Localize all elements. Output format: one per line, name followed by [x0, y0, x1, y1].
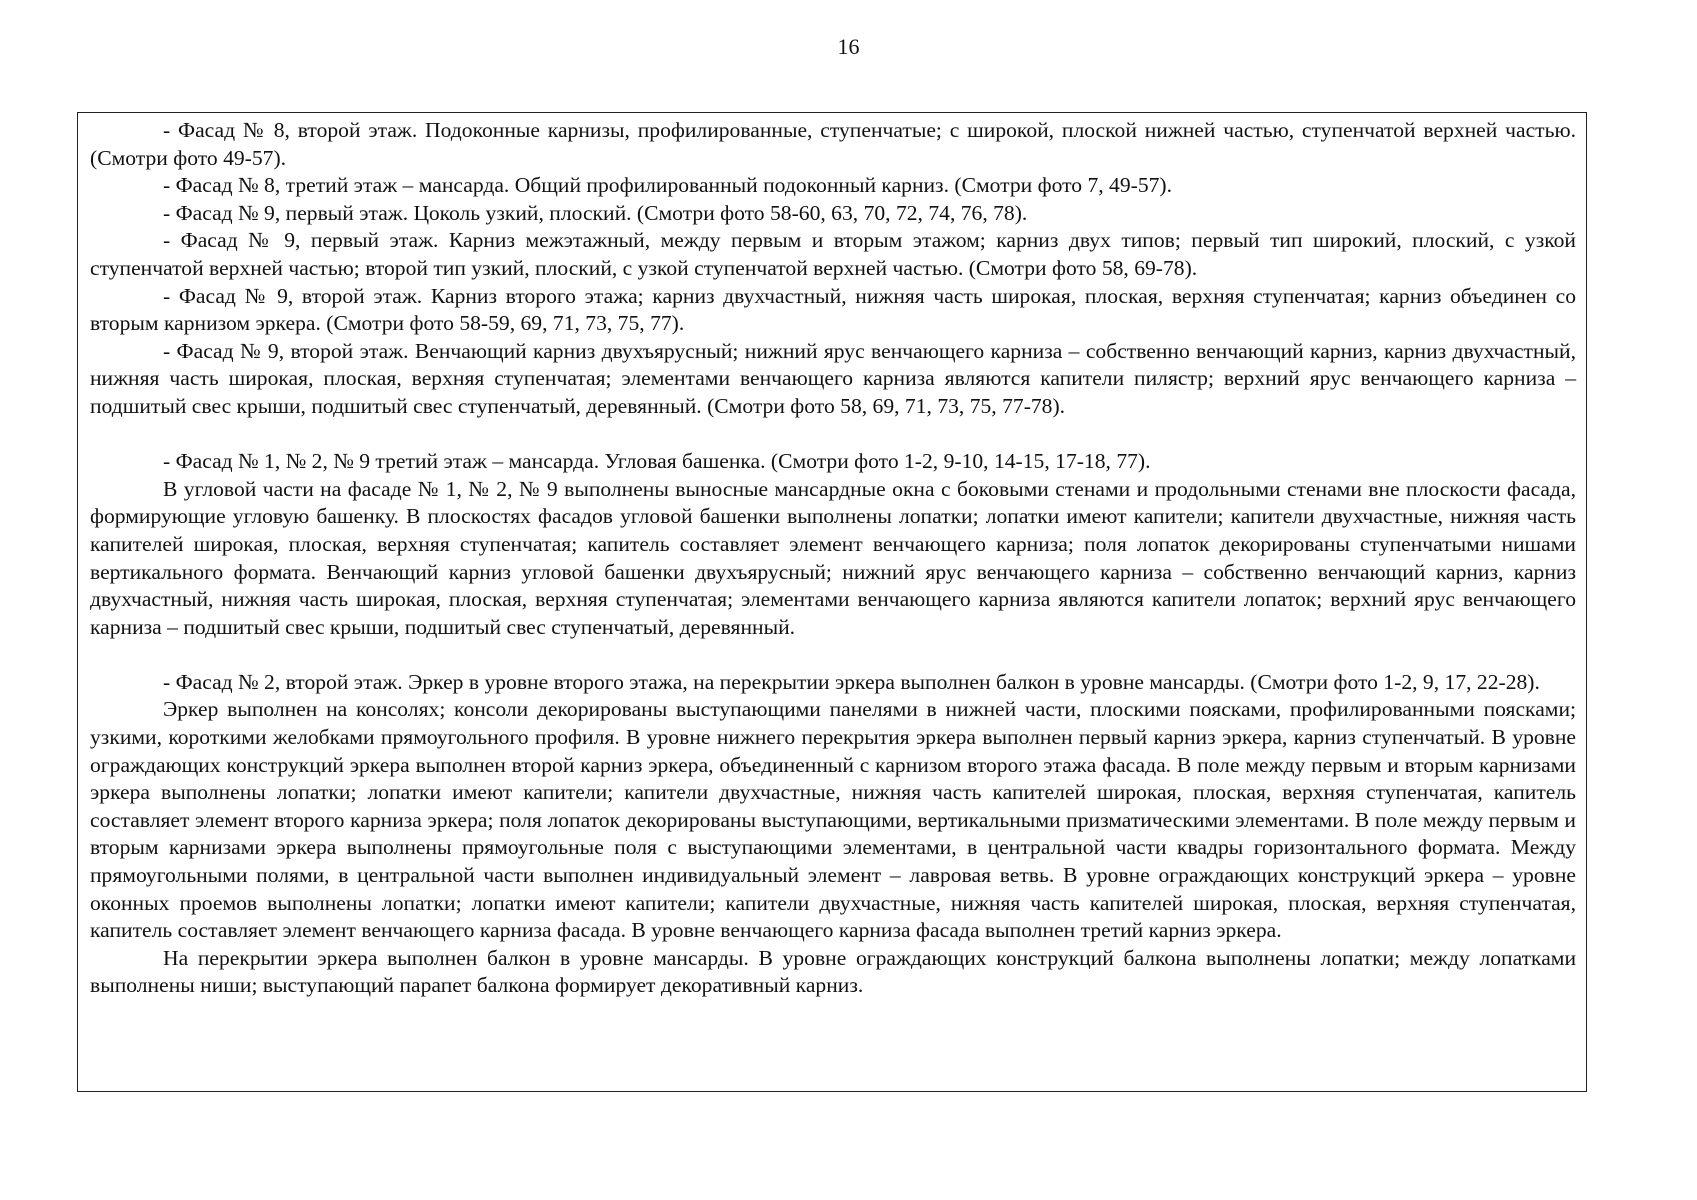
paragraph-facade-9-interfloor-cornice: - Фасад № 9, первый этаж. Карниз межэтажный, между первым и вторым этажом; карниз двух типов; первый тип широкий, плоский, с узкой ступенчатой верхней частью; второй тип узкий, плоский, с узкой ступенчатой верхней частью. (Смотри фото 58, 69-78).	[90, 228, 1576, 280]
paragraph-bay-window-description: Эркер выполнен на консолях; консоли декорированы выступающими панелями в нижней части, плоскими поясками, профилированными поясками; узкими, короткими желобками прямоугольного профиля. В уровне нижнего перекрытия эркера выполнен первый карниз эркера, карниз ступенчатый. В уровне ограждающих конструкций эркера выполнен второй карниз эркера, объединенный с карнизом второго этажа фасада. В поле между первым и вторым карнизами эркера выполнены лопатки; лопатки имеют капители; капители двухчастные, нижняя часть капителей широкая, плоская, верхняя ступенчатая, капитель составляет элемент второго карниза эркера; поля лопаток декорированы выступающими, вертикальными призматическими элементами. В поле между первым и вторым карнизами эркера выполнены прямоугольные поля с выступающими элементами, в центральной части квадры горизонтального формата. Между прямоугольными полями, в центральной части выполнен индивидуальный элемент – лавровая ветвь. В уровне ограждающих конструкций эркера – уровне оконных проемов выполнены лопатки; лопатки имеют капители; капители двухчастные, нижняя часть капителей широкая, плоская, верхняя ступенчатая, капитель составляет элемент венчающего карниза фасада. В уровне венчающего карниза фасада выполнен третий карниз эркера.	[90, 697, 1576, 943]
text-frame	[77, 112, 1587, 1092]
paragraph-bay-window-heading: - Фасад № 2, второй этаж. Эркер в уровне второго этажа, на перекрытии эркера выполнен балкон в уровне мансарды. (Смотри фото 1-2, 9, 17, 22-28).	[163, 669, 1540, 694]
paragraph-facade-8-floor-3: - Фасад № 8, третий этаж – мансарда. Общий профилированный подоконный карниз. (Смотри фото 7, 49-57).	[163, 173, 1173, 198]
paragraph-corner-turret-description: В угловой части на фасаде № 1, № 2, № 9 выполнены выносные мансардные окна с боковыми стенами и продольными стенами вне плоскости фасада, формирующие угловую башенку. В плоскостях фасадов угловой башенки выполнены лопатки; лопатки имеют капители; капители двухчастные, нижняя часть капителей широкая, плоская, верхняя ступенчатая; капитель составляет элемент венчающего карниза; поля лопаток декорированы ступенчатыми нишами вертикального формата. Венчающий карниз угловой башенки двухъярусный; нижний ярус венчающего карниза – собственно венчающий карниз, карниз двухчастный, нижняя часть широкая, плоская, верхняя ступенчатая; элементами венчающего карниза являются капители лопаток; верхний ярус венчающего карниза – подшитый свес крыши, подшитый свес ступенчатый, деревянный.	[90, 476, 1576, 639]
paragraph-facade-9-crowning-cornice: - Фасад № 9, второй этаж. Венчающий карниз двухъярусный; нижний ярус венчающего карниза – собственно венчающий карниз, карниз двухчастный, нижняя часть широкая, плоская, верхняя ступенчатая; элементами венчающего карниза являются капители пилястр; верхний ярус венчающего карниза – подшитый свес крыши, подшитый свес ступенчатый, деревянный. (Смотри фото 58, 69, 71, 73, 75, 77-78).	[90, 338, 1576, 418]
page-number: 16	[837, 34, 860, 59]
paragraph-corner-turret-heading: - Фасад № 1, № 2, № 9 третий этаж – мансарда. Угловая башенка. (Смотри фото 1-2, 9-10, 14-15, 17-18, 77).	[163, 449, 1151, 474]
paragraph-facade-9-plinth: - Фасад № 9, первый этаж. Цоколь узкий, плоский. (Смотри фото 58-60, 63, 70, 72, 74, 76, 78).	[163, 200, 1028, 225]
paragraph-balcony-description: На перекрытии эркера выполнен балкон в уровне мансарды. В уровне ограждающих конструкций балкона выполнены лопатки; между лопатками выполнены ниши; выступающий парапет балкона формирует декоративный карниз.	[90, 945, 1576, 998]
paragraph-facade-8-floor-2: - Фасад № 8, второй этаж. Подоконные карнизы, профилированные, ступенчатые; с широкой, плоской нижней частью, ступенчатой верхней частью. (Смотри фото 49-57).	[90, 118, 1576, 170]
paragraph-facade-9-second-floor-cornice: - Фасад № 9, второй этаж. Карниз второго этажа; карниз двухчастный, нижняя часть широкая, плоская, верхняя ступенчатая; карниз объединен со вторым карнизом эркера. (Смотри фото 58-59, 69, 71, 73, 75, 77).	[90, 283, 1576, 336]
